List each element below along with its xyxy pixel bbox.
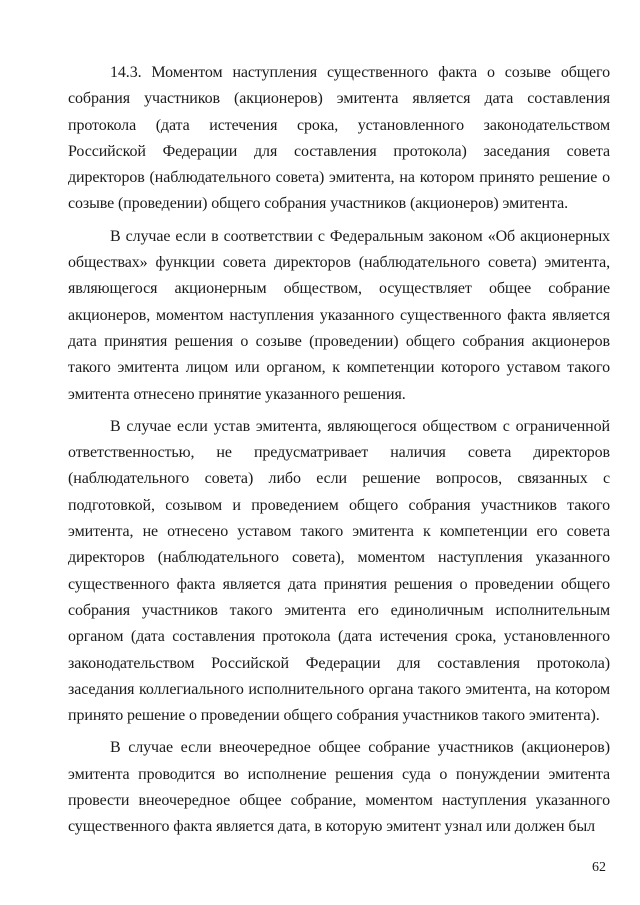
document-body [68, 60, 610, 847]
paragraph-14-3: 14.3. Моментом наступления существенного факта о созыве общего собрания участников (акционеров) эмитента является дата составления протокола (дата истечения срока, установленного законодательством Российской Федерации для составления протокола) заседания совета директоров (наблюдательного совета) эмитента, на котором принято решение о созыве (проведении) общего собрания участников (акционеров) эмитента. [68, 64, 610, 213]
page-number: 62 [592, 860, 606, 875]
paragraph-court-decision-case: В случае если внеочередное общее собрание участников (акционеров) эмитента проводится во исполнение решения суда о понуждении эмитента провести внеочередное общее собрание, моментом наступления указанного существенного факта является дата, в которую эмитент узнал или должен был [68, 739, 610, 836]
paragraph-joint-stock-case: В случае если в соответствии с Федеральным законом «Об акционерных обществах» функции совета директоров (наблюдательного совета) эмитента, являющегося акционерным обществом, осуществляет общее собрание акционеров, моментом наступления указанного существенного факта является дата принятия решения о созыве (проведении) общего собрания акционеров такого эмитента лицом или органом, к компетенции которого уставом такого эмитента отнесено принятие указанного решения. [68, 227, 610, 403]
paragraph-llc-case: В случае если устав эмитента, являющегося обществом с ограниченной ответственностью, не предусматривает наличия совета директоров (наблюдательного совета) либо если решение вопросов, связанных с подготовкой, созывом и проведением общего собрания участников такого эмитента, не отнесено уставом такого эмитента к компетенции его совета директоров (наблюдательного совета), моментом наступления указанного существенного факта является дата принятия решения о проведении общего собрания участников такого эмитента его единоличным исполнительным органом (дата составления протокола (дата истечения срока, установленного законодательством Российской Федерации для составления протокола) заседания коллегиального исполнительного органа такого эмитента, на котором принято решение о проведении общего собрания участников такого эмитента). [68, 417, 610, 725]
